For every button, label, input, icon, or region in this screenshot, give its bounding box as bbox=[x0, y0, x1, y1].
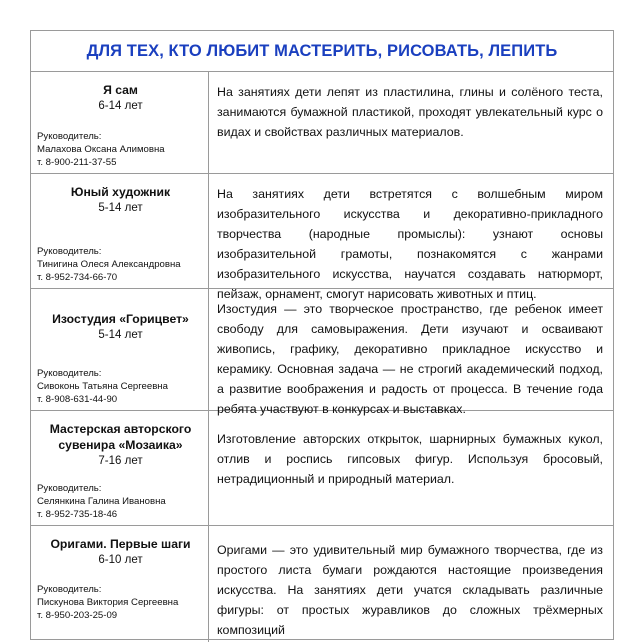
table-row bbox=[31, 174, 613, 301]
table-row bbox=[31, 289, 613, 416]
club-leader bbox=[37, 130, 165, 169]
club-name: Я сам bbox=[103, 83, 138, 97]
leader-phone: т. 8-908-631-44-90 bbox=[37, 394, 118, 405]
leader-phone: т. 8-950-203-25-09 bbox=[37, 610, 118, 621]
club-leader bbox=[37, 583, 178, 622]
page-title: ДЛЯ ТЕХ, КТО ЛЮБИТ МАСТЕРИТЬ, РИСОВАТЬ, ЛЕПИТЬ bbox=[86, 41, 558, 60]
clubs-table bbox=[30, 30, 614, 640]
leader-label: Руководитель: bbox=[37, 246, 102, 257]
table-row bbox=[31, 72, 613, 174]
table-row bbox=[31, 411, 613, 526]
club-leader bbox=[37, 482, 166, 521]
leader-name: Сивоконь Татьяна Сергеевна bbox=[37, 381, 168, 392]
leader-name: Малахова Оксана Алимовна bbox=[37, 144, 165, 155]
leader-name: Пискунова Виктория Сергеевна bbox=[37, 597, 179, 608]
club-info-cell bbox=[31, 526, 209, 642]
club-info-cell bbox=[31, 72, 209, 173]
table-header bbox=[31, 31, 613, 72]
club-name: Юный художник bbox=[70, 185, 171, 199]
club-info-cell bbox=[31, 289, 209, 410]
club-age: 5-14 лет bbox=[98, 202, 143, 214]
leader-name: Селянкина Галина Ивановна bbox=[37, 496, 166, 507]
club-age: 7-16 лет bbox=[98, 455, 143, 467]
club-age: 6-14 лет bbox=[98, 100, 143, 112]
leader-label: Руководитель: bbox=[37, 483, 102, 494]
club-age: 5-14 лет bbox=[98, 329, 143, 341]
club-info-cell bbox=[31, 411, 209, 525]
club-name: Изостудия «Горицвет» bbox=[52, 312, 189, 326]
leader-name: Тинигина Олеся Александровна bbox=[37, 259, 181, 270]
club-age: 6-10 лет bbox=[98, 554, 143, 566]
club-description: Оригами — это удивительный мир бумажного творчества, где из простого листа бумаги рождаются настоящие произведения искусства. На занятиях дети учатся складывать различные фигуры: от простых журавликов до сложных трёхмерных композиций bbox=[217, 543, 603, 637]
club-name-line-1: Мастерская авторского bbox=[49, 422, 192, 436]
leader-label: Руководитель: bbox=[37, 584, 102, 595]
club-description: Изготовление авторских открыток, шарнирных бумажных кукол, отлив и роспись гипсовых фигур. Используя бросовый, нетрадиционный и природный материал. bbox=[217, 432, 603, 486]
club-leader bbox=[37, 245, 181, 284]
table-row bbox=[31, 526, 613, 642]
club-description: Изостудия — это творческое пространство, где ребенок имеет свободу для самовыражения. Дети изучают и осваивают живопись, графику, декоративно прикладное искусство и керамику. Основная задача — не строгий академический подход, а развитие воображения и радость от процесса. В течение года ребята участвуют в конкурсах и выставках. bbox=[217, 302, 603, 416]
leader-phone: т. 8-900-211-37-55 bbox=[37, 157, 117, 168]
club-description: На занятиях дети лепят из пластилина, глины и солёного теста, занимаются бумажной пластикой, проходят увлекательный курс о видах и свойствах различных материалов. bbox=[217, 85, 603, 139]
leader-phone: т. 8-952-735-18-46 bbox=[37, 509, 118, 520]
club-description: На занятиях дети встретятся с волшебным миром изобразительного искусства и декоративно-прикладного творчества (народные промыслы): узнают основы изобразительной грамоты, познакомятся с жанрами изобразительного искусства, научатся создавать натюрморт, пейзаж, орнамент, смогут нарисовать животных и птиц. bbox=[217, 187, 603, 301]
leader-phone: т. 8-952-734-66-70 bbox=[37, 272, 118, 283]
club-name: Оригами. Первые шаги bbox=[50, 537, 191, 551]
leader-label: Руководитель: bbox=[37, 131, 102, 142]
club-name-line-2: сувенира «Мозаика» bbox=[58, 438, 183, 452]
club-info-cell bbox=[31, 174, 209, 288]
club-leader bbox=[37, 367, 168, 406]
leader-label: Руководитель: bbox=[37, 368, 102, 379]
